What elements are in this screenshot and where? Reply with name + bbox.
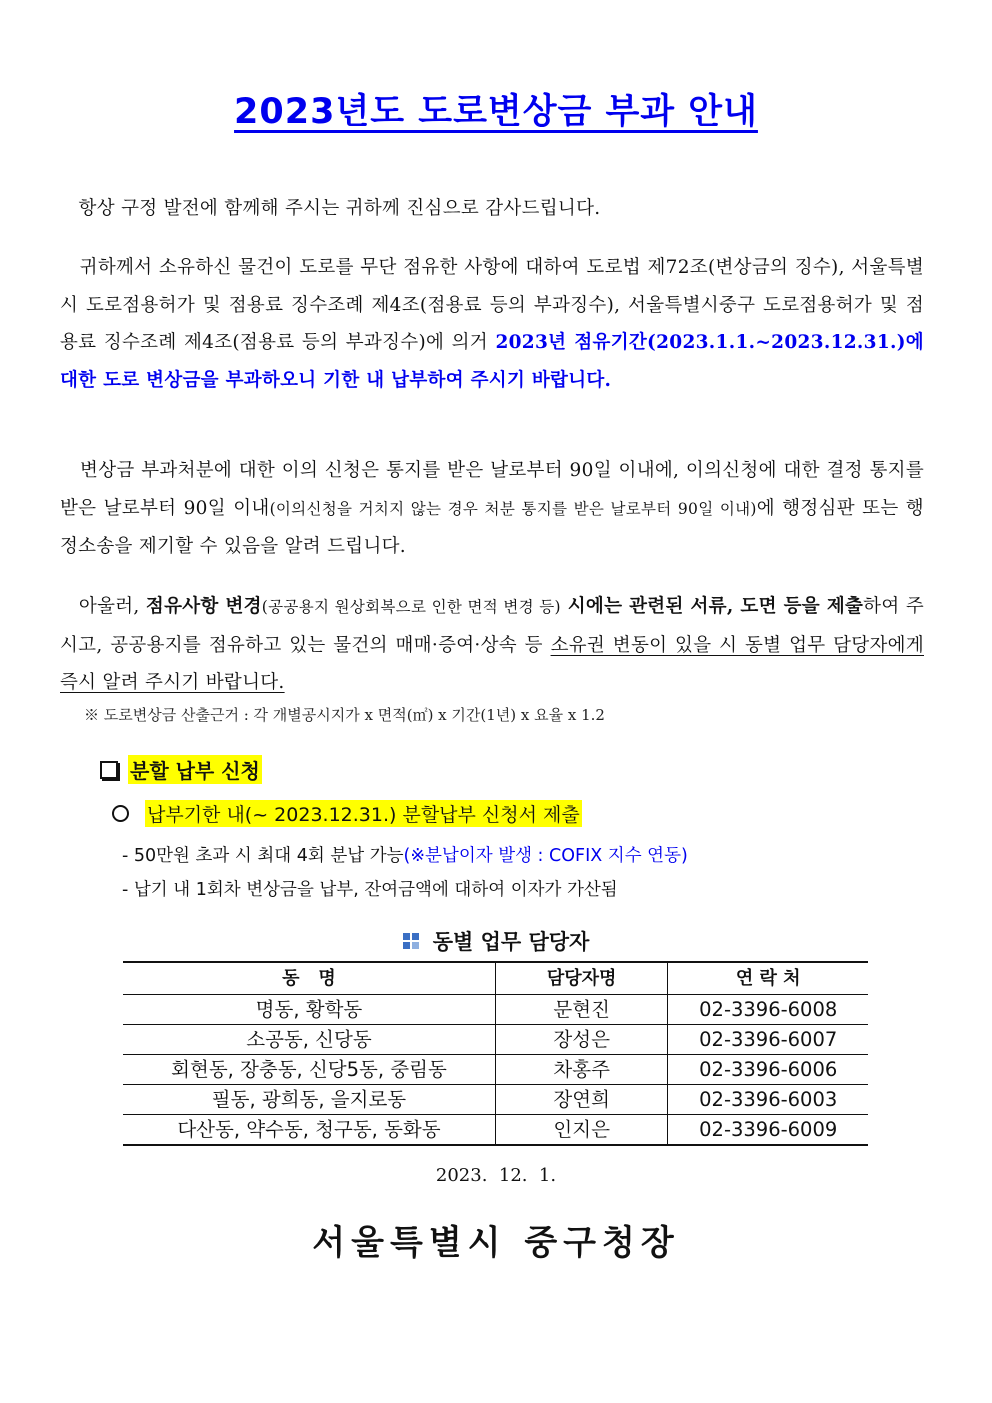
phone-cell: 02-3396-6006 [668, 1055, 868, 1085]
grid-icon [403, 933, 419, 949]
manager-cell: 인지은 [495, 1115, 667, 1146]
district-cell: 필동, 광희동, 을지로동 [123, 1085, 495, 1115]
table-header-row [123, 962, 868, 995]
table-row [123, 1085, 868, 1115]
header-manager: 담당자명 [495, 962, 667, 995]
table-row [123, 1025, 868, 1055]
table-row [123, 995, 868, 1025]
underlined-instruction: 소유권 변동이 있을 시 동별 업무 담당자에게 즉시 알려 주시기 바랍니다. [60, 634, 924, 693]
greeting-paragraph: 항상 구정 발전에 함께해 주시는 귀하께 진심으로 감사드립니다. [78, 198, 601, 219]
installment-subheading: 납부기한 내(~ 2023.12.31.) 분할납부 신청서 제출 [112, 800, 582, 827]
district-cell: 명동, 황학동 [123, 995, 495, 1025]
district-cell: 다산동, 약수동, 청구동, 동화동 [123, 1115, 495, 1146]
table-row [123, 1115, 868, 1146]
installment-bullet-1: - 50만원 초과 시 최대 4회 분납 가능(※분납이자 발생 : COFIX 지수 연동) [122, 846, 688, 866]
phone-cell: 02-3396-6008 [668, 995, 868, 1025]
appeal-paragraph: 변상금 부과처분에 대한 이의 신청은 통지를 받은 날로부터 90일 이내에, 이의신청에 대한 결정 통지를 받은 날로부터 90일 이내(이의신청을 거치지 않는 경우 처분 통지를 받은 날로부터 90일 이내)에 행정심판 또는 행정소송을 제기할 수 있음을 알려 드립니다. [60, 460, 924, 557]
manager-cell: 문현진 [495, 995, 667, 1025]
calculation-note: ※ 도로변상금 산출근거 : 각 개별공시지가 x 면적(㎡) x 기간(1년) x 요율 x 1.2 [84, 706, 605, 724]
district-cell: 회현동, 장충동, 신당5동, 중림동 [123, 1055, 495, 1085]
manager-cell: 차홍주 [495, 1055, 667, 1085]
circle-bullet-icon [112, 805, 129, 822]
staff-table-title: 동별 업무 담당자 [0, 926, 992, 956]
phone-cell: 02-3396-6007 [668, 1025, 868, 1055]
district-cell: 소공동, 신당동 [123, 1025, 495, 1055]
issue-date: 2023. 12. 1. [435, 1165, 557, 1186]
installment-bullet-2: - 납기 내 1회차 변상금을 납부, 잔여금액에 대하여 이자가 가산됨 [122, 880, 618, 900]
phone-cell: 02-3396-6003 [668, 1085, 868, 1115]
header-district: 동 명 [123, 962, 495, 995]
staff-table [123, 961, 868, 1146]
checkbox-icon [100, 761, 118, 779]
issuer-signature: 서울특별시 중구청장 [312, 1223, 680, 1263]
manager-cell: 장성은 [495, 1025, 667, 1055]
table-row [123, 1055, 868, 1085]
notice-paragraph: 귀하께서 소유하신 물건이 도로를 무단 점유한 사항에 대하여 도로법 제72조(변상금의 징수), 서울특별시 도로점용허가 및 점용료 징수조례 제4조(점용료 등의 부과징수), 서울특별시중구 도로점용허가 및 점용료 징수조례 제4조(점용료 등의 부과징수)에 의거 2023년 점유기간(2023.1.1.~2023.12.31.)에 대한 도로 변상금을 부과하오니 기한 내 납부하여 주시기 바랍니다. [60, 257, 924, 391]
page-title: 2023년도 도로변상금 부과 안내 [234, 92, 758, 132]
phone-cell: 02-3396-6009 [668, 1115, 868, 1146]
header-contact: 연 락 처 [668, 962, 868, 995]
change-paragraph: 아울러, 점유사항 변경(공공용지 원상회복으로 인한 면적 변경 등) 시에는 관련된 서류, 도면 등을 제출하여 주시고, 공공용지를 점유하고 있는 물건의 매매·증여·상속 등 소유권 변동이 있을 시 동별 업무 담당자에게 즉시 알려 주시기 바랍니다. [60, 596, 924, 693]
manager-cell: 장연희 [495, 1085, 667, 1115]
notice-emphasis: 2023년 점유기간(2023.1.1.~2023.12.31.)에 대한 도로 변상금을 부과하오니 기한 내 납부하여 주시기 바랍니다. [60, 332, 924, 391]
installment-heading: 분할 납부 신청 [100, 755, 262, 784]
